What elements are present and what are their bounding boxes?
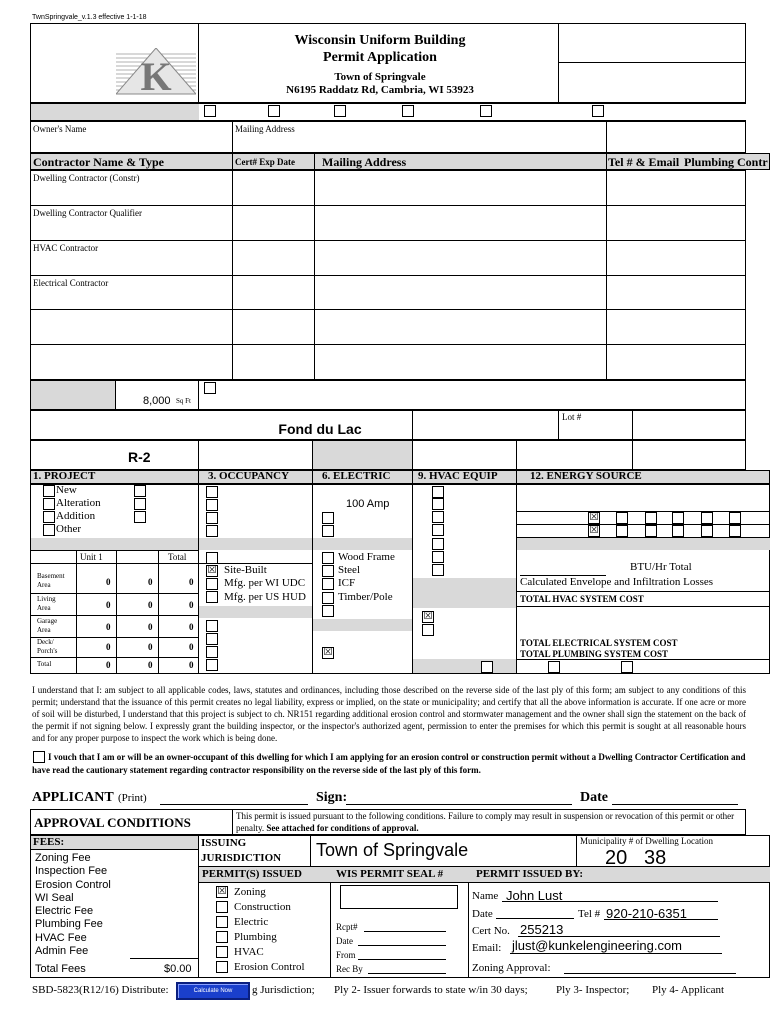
checkbox-hvac-8[interactable]: ☒ — [423, 611, 433, 622]
struct-steel: Steel — [338, 564, 360, 576]
checkbox-hvac-4[interactable] — [432, 524, 444, 536]
checkbox-occ-7[interactable] — [206, 633, 218, 645]
zoning-approval-label: Zoning Approval: — [472, 962, 551, 974]
contractor-row-2: Dwelling Contractor Qualifier — [33, 208, 142, 218]
applicant-print: (Print) — [118, 792, 147, 804]
issuer-email: jlust@kunkelengineering.com — [512, 938, 683, 953]
struct-wood-frame: Wood Frame — [338, 551, 395, 563]
permits-issued-label: PERMIT(S) ISSUED — [202, 868, 302, 880]
zoning-approval-field[interactable] — [564, 962, 736, 974]
checkbox-hvac-1[interactable] — [432, 486, 444, 498]
rcpt-field[interactable] — [364, 922, 446, 932]
owner-mailing-label: Mailing Address — [235, 124, 295, 134]
living-v2: 0 — [148, 600, 153, 610]
seal-number-field[interactable] — [340, 885, 458, 909]
issuing-town: Town of Springvale — [316, 840, 469, 860]
checkbox-struct-6[interactable]: ☒ — [323, 647, 333, 658]
tel-email-header: Tel # & Email — [608, 155, 680, 169]
checkbox-energy-r1-4[interactable] — [672, 512, 684, 524]
ply2-text: Ply 2- Issuer forwards to state w/in 30 days; — [334, 984, 528, 996]
county-name: Fond du Lac — [278, 421, 362, 437]
checkbox-energy-r2-5[interactable] — [701, 525, 713, 537]
basement-v1: 0 — [106, 577, 111, 587]
contractor-row-1: Dwelling Contractor (Constr) — [33, 173, 140, 183]
town-address: N6195 Raddatz Rd, Cambria, WI 53923 — [286, 84, 474, 96]
form-number: SBD-5823(R12/16) Distribute: — [32, 984, 169, 996]
checkbox-occ-5[interactable] — [206, 552, 218, 564]
version-note: TwnSpringvale_v.1.3 effective 1-1-18 — [32, 14, 147, 21]
checkbox-hvac-10[interactable] — [481, 661, 493, 673]
municipality-number-2: 38 — [644, 847, 667, 869]
checkbox-permit-construction[interactable] — [216, 901, 228, 913]
area-value: 8,000 — [143, 395, 171, 407]
row-garage-label: Garage Area — [37, 617, 58, 634]
deck-v1: 0 — [106, 642, 111, 652]
permit-construction: Construction — [234, 901, 291, 913]
section-project: 1. PROJECT — [33, 470, 96, 482]
fee-electric: Electric Fee — [35, 905, 94, 918]
checkbox-energy-r1-6[interactable] — [729, 512, 741, 524]
section-energy: 12. ENERGY SOURCE — [530, 470, 642, 482]
contractor-row-3: HVAC Contractor — [33, 243, 99, 253]
fee-admin: Admin Fee — [35, 945, 89, 958]
total-v2: 0 — [148, 660, 153, 670]
checkbox-permit-electric[interactable] — [216, 916, 228, 928]
approval-text: This permit is issued pursuant to the following conditions. Failure to comply may result in suspension or revocation of this permit or other penalty. See attached for conditions of approval. — [236, 811, 735, 833]
checkbox-permit-zoning[interactable]: ☒ — [217, 886, 227, 897]
issuer-tel: 920-210-6351 — [606, 906, 687, 921]
checkbox-energy-r1-3[interactable] — [645, 512, 657, 524]
section-electric: 6. ELECTRIC — [322, 470, 391, 482]
checkbox-occ-2[interactable] — [206, 499, 218, 511]
total-fees-label: Total Fees — [35, 963, 86, 975]
checkbox-permit-hvac[interactable] — [216, 946, 228, 958]
checkbox-other[interactable] — [43, 524, 55, 536]
municipality-number-1: 20 — [605, 847, 628, 869]
municipality-label: Municipality # of Dwelling Location — [580, 836, 713, 846]
struct-timber: Timber/Pole — [338, 591, 393, 603]
issuer-date-label: Date — [472, 908, 493, 920]
checkbox-energy-r2-2[interactable] — [616, 525, 628, 537]
permit-erosion: Erosion Control — [234, 961, 305, 973]
row-living-label: Living Area — [37, 595, 56, 612]
checkbox-hvac-2[interactable] — [432, 498, 444, 510]
checkbox-addition[interactable] — [43, 511, 55, 523]
checkbox-top-4[interactable] — [402, 105, 414, 117]
plumbing-header: Plumbing Contr — [684, 155, 768, 169]
ply3-text: Ply 3- Inspector; — [556, 984, 630, 996]
ply1-text: g Jurisdiction; — [252, 984, 315, 996]
seal-date-field[interactable] — [358, 936, 446, 946]
checkbox-energy-r2-1[interactable]: ☒ — [589, 525, 599, 536]
electric-amp: 100 Amp — [346, 498, 390, 510]
permit-zoning: Zoning — [234, 886, 266, 898]
checkbox-hvac-9[interactable] — [422, 624, 434, 636]
issuing-label-2: JURISDICTION — [201, 852, 282, 864]
checkbox-energy-r1-2[interactable] — [616, 512, 628, 524]
sign-field[interactable] — [346, 792, 572, 805]
mailing-header: Mailing Address — [322, 155, 407, 169]
project-alteration: Alteration — [56, 497, 101, 509]
row-total-label: Total — [37, 660, 52, 668]
form-title-2: Permit Application — [323, 50, 437, 65]
deck-v2: 0 — [148, 642, 153, 652]
applicant-label: APPLICANT — [32, 790, 114, 805]
checkbox-occ-6[interactable] — [206, 620, 218, 632]
plumbing-cost: TOTAL PLUMBING SYSTEM COST — [520, 649, 668, 659]
from-label: From — [336, 950, 356, 960]
fee-hvac: HVAC Fee — [35, 931, 87, 944]
total-v3: 0 — [189, 660, 194, 670]
zoning-district: R-2 — [128, 449, 151, 465]
occ-mfg-udc: Mfg. per WI UDC — [224, 577, 306, 589]
btu-total: BTU/Hr Total — [630, 561, 692, 573]
living-v1: 0 — [106, 600, 111, 610]
form-title-1: Wisconsin Uniform Building — [294, 33, 466, 48]
struct-icf: ICF — [338, 577, 356, 589]
checkbox-mfg-hud[interactable] — [206, 591, 218, 603]
svg-text:K: K — [140, 54, 172, 96]
total-v1: 0 — [106, 660, 111, 670]
ply4-text: Ply 4- Applicant — [652, 984, 725, 996]
checkbox-project-b2[interactable] — [134, 498, 146, 510]
row-basement-label: Basement Area — [37, 572, 65, 589]
checkbox-hvac-7[interactable] — [432, 564, 444, 576]
permit-electric: Electric — [234, 916, 269, 928]
fee-inspection: Inspection Fee — [35, 865, 108, 878]
date-label: Date — [580, 790, 608, 805]
approval-label: APPROVAL CONDITIONS — [34, 815, 191, 830]
k-logo — [116, 48, 196, 96]
checkbox-occ-4[interactable] — [206, 525, 218, 537]
living-v3: 0 — [189, 600, 194, 610]
issuer-name-label: Name — [472, 890, 499, 902]
permit-hvac: HVAC — [234, 946, 264, 958]
contractor-name-header: Contractor Name & Type — [33, 155, 164, 169]
town-name: Town of Springvale — [334, 71, 426, 83]
applicant-date-field[interactable] — [612, 792, 738, 805]
applicant-print-field[interactable] — [160, 792, 308, 805]
garage-v3: 0 — [189, 622, 194, 632]
hvac-cost: TOTAL HVAC SYSTEM COST — [520, 594, 644, 604]
checkbox-site-built[interactable]: ☒ — [207, 565, 217, 576]
checkbox-wood-frame[interactable] — [322, 552, 334, 564]
checkbox-elec-2[interactable] — [322, 525, 334, 537]
issuer-cert-label: Cert No. — [472, 925, 510, 937]
owner-name-label: Owner's Name — [33, 124, 87, 134]
section-hvac: 9. HVAC EQUIP — [418, 470, 498, 482]
contractor-row-4: Electrical Contractor — [33, 278, 109, 288]
checkbox-hvac-5[interactable] — [432, 538, 444, 550]
fee-zoning: Zoning Fee — [35, 852, 91, 864]
from-field[interactable] — [358, 950, 446, 960]
electrical-cost: TOTAL ELECTRICAL SYSTEM COST — [520, 638, 678, 648]
issuer-cert: 255213 — [520, 922, 564, 937]
fee-erosion: Erosion Control — [35, 878, 111, 891]
rcpt-label: Rcpt# — [336, 922, 358, 932]
checkbox-area[interactable] — [204, 382, 216, 394]
checkbox-steel[interactable] — [322, 565, 334, 577]
area-unit: Sq Ft — [176, 397, 191, 405]
occ-mfg-hud: Mfg. per US HUD — [224, 591, 306, 603]
checkbox-top-1[interactable] — [204, 105, 216, 117]
checkbox-timber[interactable] — [322, 592, 334, 604]
row-deck-label: Deck/ Porch's — [37, 638, 58, 655]
sign-label: Sign: — [316, 790, 348, 805]
fee-plumbing: Plumbing Fee — [35, 918, 103, 931]
checkbox-top-5[interactable] — [480, 105, 492, 117]
envelope-losses: Calculated Envelope and Infiltration Losses — [520, 576, 714, 588]
checkbox-project-b3[interactable] — [134, 511, 146, 523]
checkbox-energy-r1-1[interactable]: ☒ — [589, 512, 599, 523]
issuer-tel-label: Tel # — [578, 908, 601, 920]
issued-by-label: PERMIT ISSUED BY: — [476, 868, 583, 880]
total-header: Total — [168, 552, 187, 562]
issuer-name: John Lust — [506, 888, 563, 903]
basement-v3: 0 — [189, 577, 194, 587]
seal-date-label: Date — [336, 936, 353, 946]
checkbox-hvac-11[interactable] — [548, 661, 560, 673]
checkbox-elec-1[interactable] — [322, 512, 334, 524]
garage-v1: 0 — [106, 622, 111, 632]
issuer-date-field[interactable] — [496, 907, 574, 919]
checkbox-project-b1[interactable] — [134, 485, 146, 497]
checkbox-new[interactable] — [43, 485, 55, 497]
checkbox-energy-r1-5[interactable] — [701, 512, 713, 524]
calculate-now-button[interactable]: Calculate Now — [176, 982, 250, 1000]
checkbox-mfg-udc[interactable] — [206, 578, 218, 590]
checkbox-occ-8[interactable] — [206, 646, 218, 658]
checkbox-occ-3[interactable] — [206, 512, 218, 524]
unit-header: Unit 1 — [80, 552, 103, 562]
issuer-email-label: Email: — [472, 942, 502, 954]
cert-header: Cert# Exp Date — [235, 157, 295, 167]
checkbox-top-2[interactable] — [268, 105, 280, 117]
checkbox-energy-r2-3[interactable] — [645, 525, 657, 537]
occ-site-built: Site-Built — [224, 564, 267, 576]
checkbox-permit-plumbing[interactable] — [216, 931, 228, 943]
checkbox-permit-erosion[interactable] — [216, 961, 228, 973]
issuing-label-1: ISSUING — [201, 837, 247, 849]
deck-v3: 0 — [189, 642, 194, 652]
fee-wi-seal: WI Seal — [35, 891, 74, 904]
project-other: Other — [56, 523, 82, 535]
checkbox-energy-r2-4[interactable] — [672, 525, 684, 537]
garage-v2: 0 — [148, 622, 153, 632]
recby-field[interactable] — [368, 964, 446, 974]
statement-paragraph: I understand that I: am subject to all applicable codes, laws, statutes and ordinances, including those described on the reverse side of the last ply of this form; am subject to any conditions of this permit; understand that the issuance of this permit creates no legal liability, express or implied, on the state or municipality; and certify that all the above information is accurate. If one acre or more of soil will be disturbed, I understand that this project is subject to ch. NR151 regarding additional erosion control and stormwater management and the owner shall sign the statement on the back of the permit if not signing below. I expressly grant the building inspector, or the inspector's authorized agent, permission to enter the premises for which this permit is sought at all reasonable hours and for any proper purpose to inspect the work which is being done. — [32, 685, 746, 743]
checkbox-struct-5[interactable] — [322, 605, 334, 617]
checkbox-alteration[interactable] — [43, 498, 55, 510]
total-fees-value: $0.00 — [164, 963, 192, 975]
fees-label: FEES: — [33, 836, 65, 848]
checkbox-top-6[interactable] — [592, 105, 604, 117]
seal-label: WIS PERMIT SEAL # — [336, 868, 444, 880]
fee-list — [35, 852, 111, 958]
checkbox-icf[interactable] — [322, 578, 334, 590]
checkbox-hvac-3[interactable] — [432, 511, 444, 523]
permit-plumbing: Plumbing — [234, 931, 277, 943]
checkbox-occ-9[interactable] — [206, 659, 218, 671]
project-new: New — [56, 484, 77, 496]
lot-label: Lot # — [562, 412, 582, 422]
recby-label: Rec By — [336, 964, 363, 974]
checkbox-energy-r2-6[interactable] — [729, 525, 741, 537]
checkbox-hvac-12[interactable] — [621, 661, 633, 673]
project-addition: Addition — [56, 510, 96, 522]
vouch-statement: I vouch that I am or will be an owner-occupant of this dwelling for which I am applying for an erosion control or construction permit without a Dwelling Contractor Certification and have read the cautionary statement regarding contractor responsibility on the reverse side of the last ply of this form. — [32, 752, 746, 775]
checkbox-top-3[interactable] — [334, 105, 346, 117]
checkbox-occ-1[interactable] — [206, 486, 218, 498]
basement-v2: 0 — [148, 577, 153, 587]
section-occupancy: 3. OCCUPANCY — [208, 470, 290, 482]
checkbox-hvac-6[interactable] — [432, 551, 444, 563]
